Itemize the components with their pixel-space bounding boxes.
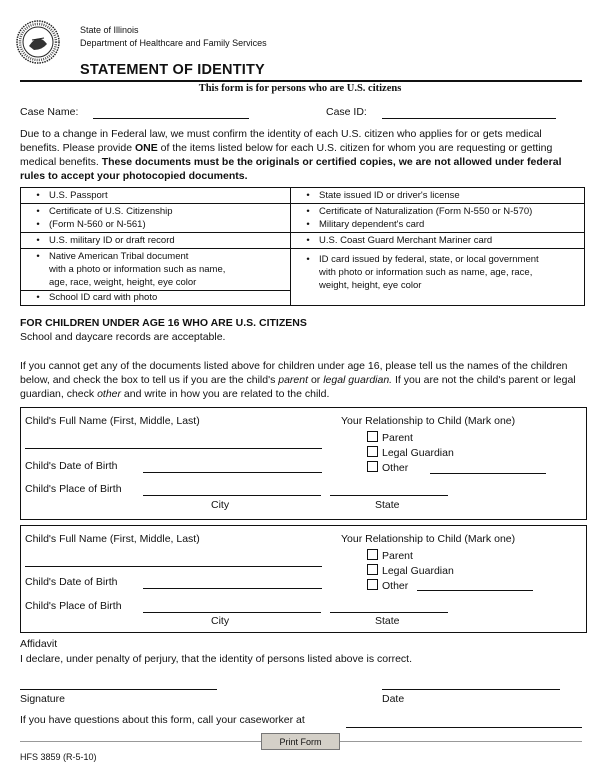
guardian-checkbox[interactable]: [367, 446, 378, 457]
doc-school-id: School ID card with photo: [49, 292, 158, 303]
doc-cell: • U.S. Coast Guard Merchant Mariner card: [291, 233, 585, 249]
child-dob-label: Child's Date of Birth: [25, 460, 118, 472]
doc-tribal-detail-2: age, race, weight, height, eye color: [49, 277, 197, 288]
intro-one: ONE: [135, 142, 158, 154]
children-note: School and daycare records are acceptable.: [20, 331, 226, 343]
page-title: STATEMENT OF IDENTITY: [80, 62, 265, 78]
parent-label: Parent: [382, 550, 413, 562]
parent-checkbox[interactable]: [367, 431, 378, 442]
child-full-name-label: Child's Full Name (First, Middle, Last): [25, 415, 200, 427]
doc-cell: • U.S. Passport: [21, 188, 291, 204]
doc-gov-id: ID card issued by federal, state, or local government: [319, 254, 539, 265]
child-full-name-field[interactable]: [25, 566, 322, 567]
child-pob-city-field[interactable]: [143, 495, 321, 496]
relationship-label: Your Relationship to Child (Mark one): [341, 533, 516, 545]
doc-naturalization-cert: Certificate of Naturalization (Form N-550 or N-570): [319, 206, 533, 217]
relationship-label: Your Relationship to Child (Mark one): [341, 415, 516, 427]
affidavit-label: Affidavit: [20, 638, 58, 650]
signature-field[interactable]: [20, 689, 217, 690]
instr-guardian: legal guardian.: [323, 374, 393, 386]
other-label: Other: [382, 462, 409, 474]
agency-name: [80, 24, 267, 50]
children-heading: FOR CHILDREN UNDER AGE 16 WHO ARE U.S. CITIZENS: [20, 317, 307, 329]
instr-text-1: If you cannot get any of the documents listed above for children under age 16, please tell us the names of the children below, and check the box to tell us if you are the child's: [20, 360, 568, 386]
child-pob-city-field[interactable]: [143, 612, 321, 613]
questions-text: If you have questions about this form, call your caseworker at: [20, 714, 305, 726]
doc-citizenship-form: (Form N-560 or N-561): [49, 219, 146, 230]
instr-text-3: and write in how you are related to the child.: [121, 388, 330, 400]
intro-text-2: of the items listed below for each U.S. citizen for whom you are requesting or getting medical benefits.: [20, 142, 553, 168]
form-number: HFS 3859 (R-5-10): [20, 752, 97, 762]
case-name-field[interactable]: [93, 118, 249, 119]
guardian-label: Legal Guardian: [382, 565, 454, 577]
city-caption: City: [211, 499, 230, 511]
affidavit-text: I declare, under penalty of perjury, that the identity of persons listed above is correct.: [20, 653, 413, 665]
doc-cell: • Certificate of U.S. Citizenship • (Form N-560 or N-561): [21, 204, 291, 233]
other-checkbox[interactable]: [367, 461, 378, 472]
parent-checkbox[interactable]: [367, 549, 378, 560]
child-full-name-field[interactable]: [25, 448, 322, 449]
doc-tribal-detail-1: with a photo or information such as name,: [49, 264, 226, 275]
state-seal-icon: [16, 20, 60, 64]
signature-label: Signature: [20, 693, 65, 705]
doc-merchant-mariner: U.S. Coast Guard Merchant Mariner card: [319, 235, 493, 246]
other-checkbox[interactable]: [367, 579, 378, 590]
doc-cell: • U.S. military ID or draft record: [21, 233, 291, 249]
other-option[interactable]: [367, 461, 408, 474]
state-caption: State: [375, 615, 400, 627]
doc-tribal: Native American Tribal document: [49, 251, 189, 262]
other-relationship-field[interactable]: [417, 590, 533, 591]
instr-other: other: [97, 388, 121, 400]
child-pob-label: Child's Place of Birth: [25, 483, 122, 495]
city-caption: City: [211, 615, 230, 627]
intro-paragraph: [20, 127, 582, 183]
documents-table: [20, 187, 585, 306]
case-name-label: Case Name:: [20, 106, 79, 118]
guardian-option[interactable]: [367, 446, 454, 459]
doc-cell: • Native American Tribal document with a photo or information such as name, age, race, weight, height, eye color • School ID card with photo: [21, 249, 291, 306]
doc-cell: • State issued ID or driver's license: [291, 188, 585, 204]
doc-gov-id-detail-1: with photo or information such as name, age, race,: [319, 267, 533, 278]
date-label: Date: [382, 693, 405, 705]
other-relationship-field[interactable]: [430, 473, 546, 474]
child-pob-label: Child's Place of Birth: [25, 600, 122, 612]
doc-cell: • Certificate of Naturalization (Form N-550 or N-570) • Military dependent's card: [291, 204, 585, 233]
guardian-label: Legal Guardian: [382, 447, 454, 459]
department-name: Department of Healthcare and Family Services: [80, 38, 267, 48]
state-caption: State: [375, 499, 400, 511]
title-divider: [20, 80, 582, 82]
child-pob-state-field[interactable]: [330, 495, 448, 496]
guardian-checkbox[interactable]: [367, 564, 378, 575]
children-instructions: [20, 359, 585, 401]
case-id-label: Case ID:: [326, 106, 367, 118]
child-form-2: [20, 525, 587, 633]
case-id-field[interactable]: [382, 118, 556, 119]
state-name: State of Illinois: [80, 25, 139, 35]
child-full-name-label: Child's Full Name (First, Middle, Last): [25, 533, 200, 545]
doc-state-id: State issued ID or driver's license: [319, 190, 460, 201]
doc-cell: • ID card issued by federal, state, or local government with photo or information such as name, age, race, weight, height, eye color: [291, 249, 585, 306]
child-dob-field[interactable]: [143, 588, 322, 589]
child-dob-field[interactable]: [143, 472, 322, 473]
doc-citizenship-cert: Certificate of U.S. Citizenship: [49, 206, 173, 217]
instr-text-2: If you are not the child's parent or legal guardian, check: [20, 374, 576, 400]
guardian-option[interactable]: [367, 564, 454, 577]
instr-or: or: [308, 374, 324, 386]
other-label: Other: [382, 580, 409, 592]
caseworker-phone-field[interactable]: [346, 727, 582, 728]
doc-us-passport: U.S. Passport: [49, 190, 108, 201]
intro-text-1: Due to a change in Federal law, we must confirm the identity of each U.S. citizen who applies for or gets medical benefits. Please provide: [20, 128, 542, 154]
other-option[interactable]: [367, 579, 408, 592]
parent-option[interactable]: [367, 549, 413, 562]
date-field[interactable]: [382, 689, 560, 690]
intro-bold-notice: These documents must be the originals or certified copies, we are not allowed under federal rules to accept your photocopied documents.: [20, 156, 562, 182]
doc-gov-id-detail-2: weight, height, eye color: [319, 280, 422, 291]
parent-option[interactable]: [367, 431, 413, 444]
child-dob-label: Child's Date of Birth: [25, 576, 118, 588]
child-pob-state-field[interactable]: [330, 612, 448, 613]
print-form-button[interactable]: Print Form: [261, 733, 340, 750]
doc-military-dependent: Military dependent's card: [319, 219, 425, 230]
child-form-1: [20, 407, 587, 520]
doc-military-id: U.S. military ID or draft record: [49, 235, 175, 246]
form-subtitle: This form is for persons who are U.S. citizens: [198, 83, 402, 94]
parent-label: Parent: [382, 432, 413, 444]
instr-parent: parent: [278, 374, 309, 386]
